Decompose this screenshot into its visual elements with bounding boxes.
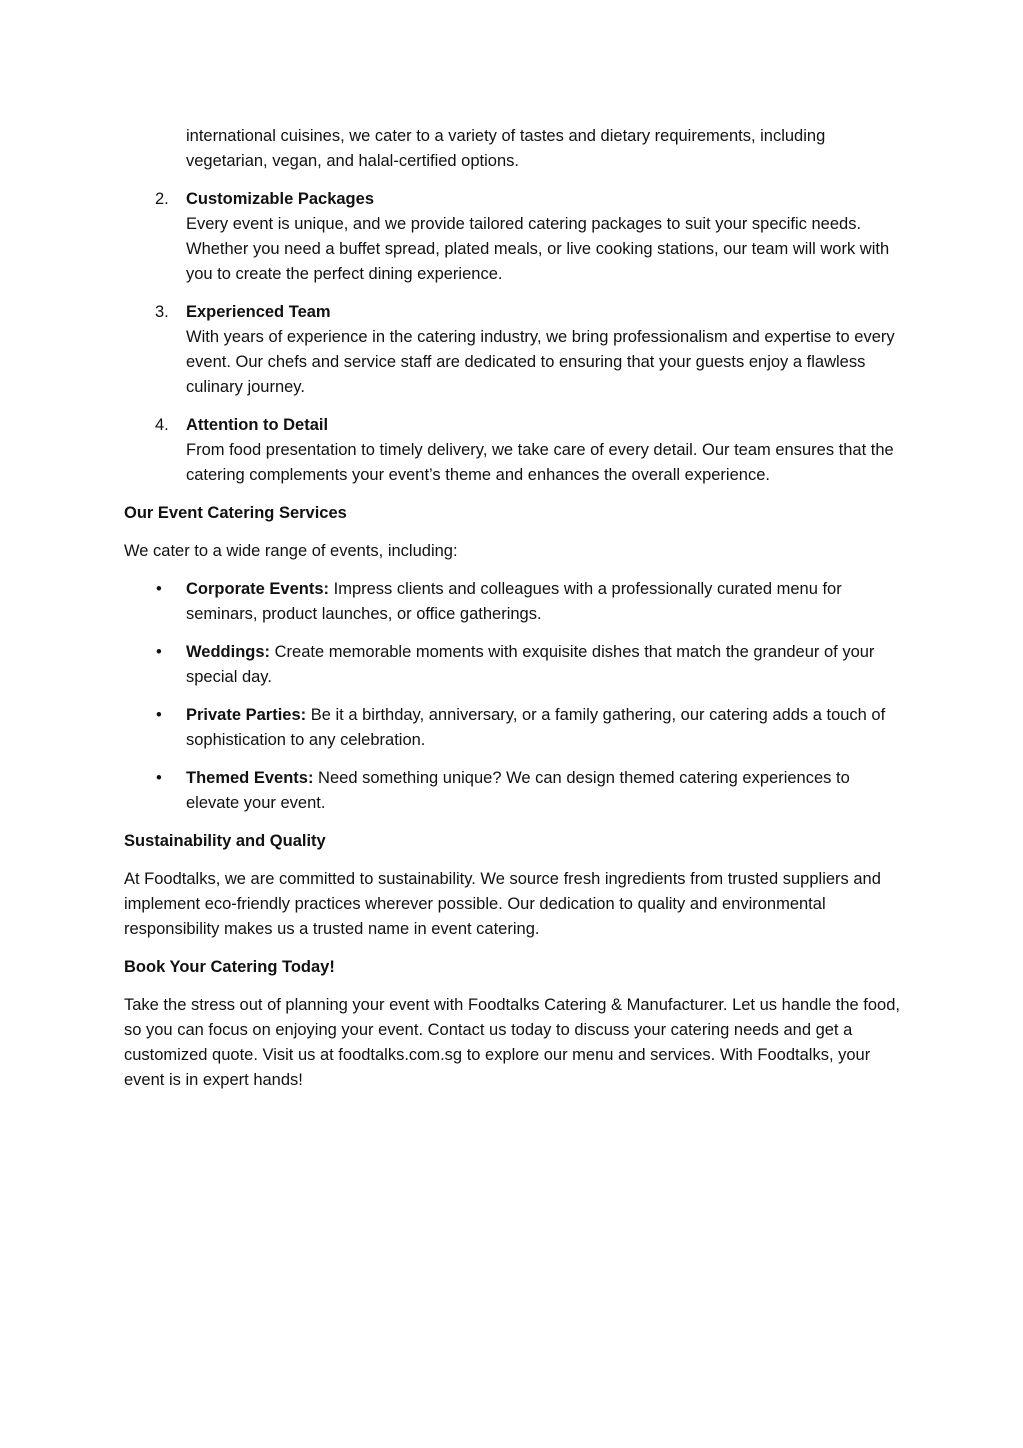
bullet-icon: • [156,643,162,661]
service-text: Create memorable moments with exquisite dishes that match the grandeur of your special day. [186,643,875,686]
service-text: Impress clients and colleagues with a professionally curated menu for seminars, product launches, or office gatherings. [186,580,842,623]
item-title: Customizable Packages [186,190,374,208]
service-item-themed-events [124,766,902,816]
service-text: Need something unique? We can design themed catering experiences to elevate your event. [186,769,850,812]
service-label: Private Parties: [186,706,307,724]
sustainability-body: At Foodtalks, we are committed to sustainability. We source fresh ingredients from trusted suppliers and implement eco-friendly practices wherever possible. Our dedication to quality and environmental responsibility makes us a trusted name in event catering. [124,870,881,938]
item-number: 3. [155,303,169,321]
item-title: Attention to Detail [186,416,329,434]
item-body: From food presentation to timely delivery, we take care of every detail. Our team ensures that the catering complements your event’s theme and enhances the overall experience. [186,441,894,484]
bullet-icon: • [156,580,162,598]
item-number: 4. [155,416,169,434]
service-label: Weddings: [186,643,271,661]
services-heading: Our Event Catering Services [124,504,347,522]
item-body: With years of experience in the catering industry, we bring professionalism and expertise to every event. Our chefs and service staff are dedicated to ensuring that your guests enjoy a flawless culinary journey. [186,328,895,396]
numbered-item-experienced-team [124,300,902,400]
numbered-item-customizable-packages [124,187,902,287]
item-title: Experienced Team [186,303,331,321]
service-item-corporate-events [124,577,902,627]
service-label: Corporate Events: [186,580,330,598]
service-text: Be it a birthday, anniversary, or a family gathering, our catering adds a touch of sophistication to any celebration. [186,706,886,749]
book-body: Take the stress out of planning your event with Foodtalks Catering & Manufacturer. Let us handle the food, so you can focus on enjoying your event. Contact us today to discuss your catering needs and get a customized quote. Visit us at foodtalks.com.sg to explore our menu and services. With Foodtalks, your event is in expert hands! [124,996,900,1089]
service-item-weddings [124,640,902,690]
service-label: Themed Events: [186,769,314,787]
item-number: 2. [155,190,169,208]
services-intro: We cater to a wide range of events, including: [124,542,458,560]
sustainability-heading: Sustainability and Quality [124,832,326,850]
document-page [124,124,902,1106]
intro-continuation: international cuisines, we cater to a variety of tastes and dietary requirements, including vegetarian, vegan, and halal-certified options. [186,127,826,170]
book-heading: Book Your Catering Today! [124,958,335,976]
bullet-icon: • [156,769,162,787]
numbered-item-attention-to-detail [124,413,902,488]
bullet-icon: • [156,706,162,724]
service-item-private-parties [124,703,902,753]
item-body: Every event is unique, and we provide tailored catering packages to suit your specific needs. Whether you need a buffet spread, plated meals, or live cooking stations, our team will work with you to create the perfect dining experience. [186,215,890,283]
